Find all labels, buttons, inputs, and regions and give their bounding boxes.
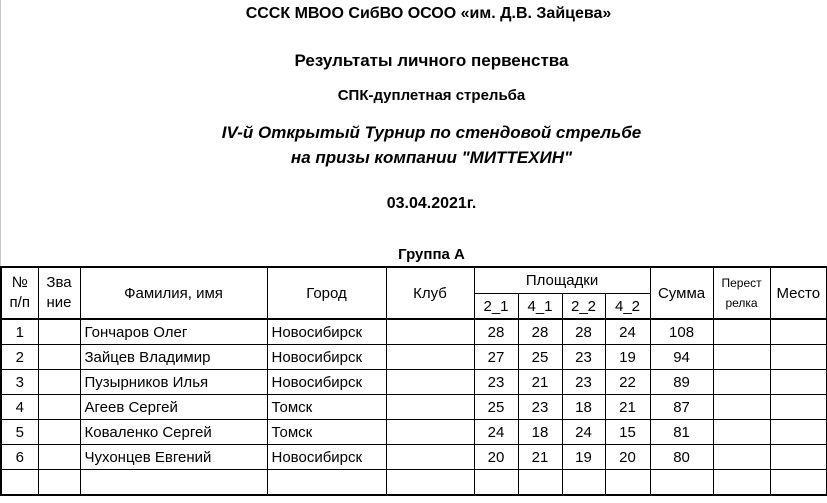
cell-name	[80, 470, 267, 496]
col-name-header: Фамилия, имя	[80, 267, 267, 319]
cell-shootoff	[713, 445, 770, 470]
cell-name: Чухонцев Евгений	[80, 445, 267, 470]
cell-station: 19	[605, 345, 650, 370]
cell-place	[770, 319, 827, 345]
cell-station: 19	[562, 445, 605, 470]
table-row	[1, 445, 827, 470]
station-header: 4_2	[605, 294, 650, 320]
cell-club	[386, 420, 474, 445]
cell-place	[770, 345, 827, 370]
cell-number: 5	[1, 420, 38, 445]
col-number-label-1: №	[11, 274, 28, 291]
discipline-subtitle: СПК-дуплетная стрельба	[337, 87, 526, 104]
cell-sum: 94	[650, 345, 713, 370]
cell-station: 24	[562, 420, 605, 445]
col-city-header: Город	[267, 267, 386, 319]
cell-rank	[38, 370, 80, 395]
table-row	[1, 345, 827, 370]
table-row	[1, 370, 827, 395]
cell-name: Гончаров Олег	[80, 319, 267, 345]
cell-club	[386, 445, 474, 470]
cell-rank	[38, 445, 80, 470]
organization-name: СССК МВОО СибВО ОСОО «им. Д.В. Зайцева»	[245, 5, 612, 22]
event-date: 03.04.2021г.	[386, 195, 477, 212]
station-header: 2_2	[562, 294, 605, 320]
cell-station: 23	[518, 395, 562, 420]
cell-station: 25	[518, 345, 562, 370]
cell-station	[474, 470, 518, 496]
cell-number: 1	[1, 319, 38, 345]
cell-club	[386, 370, 474, 395]
cell-place	[770, 445, 827, 470]
table-row	[1, 470, 827, 496]
event-name-line2: на призы компании "МИТТЕХИН"	[290, 148, 573, 167]
cell-station: 21	[605, 395, 650, 420]
cell-number	[1, 470, 38, 496]
cell-name: Коваленко Сергей	[80, 420, 267, 445]
cell-station: 22	[605, 370, 650, 395]
col-number-header	[1, 267, 38, 319]
cell-station: 18	[518, 420, 562, 445]
table-row	[1, 395, 827, 420]
station-header: 2_1	[474, 294, 518, 320]
cell-station	[605, 470, 650, 496]
cell-station: 21	[518, 445, 562, 470]
cell-station: 23	[562, 370, 605, 395]
table-header	[1, 267, 827, 319]
cell-shootoff	[713, 395, 770, 420]
cell-rank	[38, 345, 80, 370]
cell-sum	[650, 470, 713, 496]
col-rank-header	[38, 267, 80, 319]
table-row	[1, 319, 827, 345]
cell-city	[267, 470, 386, 496]
cell-shootoff	[713, 470, 770, 496]
cell-sum: 108	[650, 319, 713, 345]
cell-number: 4	[1, 395, 38, 420]
cell-rank	[38, 420, 80, 445]
cell-sum: 87	[650, 395, 713, 420]
cell-shootoff	[713, 319, 770, 345]
event-name-line1: IV-й Открытый Турнир по стендовой стрельбе	[221, 123, 642, 142]
cell-shootoff	[713, 370, 770, 395]
cell-station: 23	[562, 345, 605, 370]
col-shootoff-label-1: Перест	[721, 276, 762, 290]
cell-place	[770, 470, 827, 496]
station-header: 4_1	[518, 294, 562, 320]
col-rank-label-2: ние	[46, 294, 72, 311]
cell-club	[386, 345, 474, 370]
cell-city: Новосибирск	[267, 345, 386, 370]
cell-city: Новосибирск	[267, 370, 386, 395]
cell-place	[770, 370, 827, 395]
cell-station: 24	[474, 420, 518, 445]
cell-sum: 80	[650, 445, 713, 470]
cell-number: 2	[1, 345, 38, 370]
cell-rank	[38, 395, 80, 420]
cell-station: 24	[605, 319, 650, 345]
cell-city: Новосибирск	[267, 445, 386, 470]
col-stations-header: Площадки	[474, 267, 650, 294]
cell-name: Агеев Сергей	[80, 395, 267, 420]
cell-place	[770, 395, 827, 420]
cell-station: 28	[562, 319, 605, 345]
col-shootoff-label-2: релка	[725, 296, 758, 310]
cell-shootoff	[713, 420, 770, 445]
cell-station: 28	[518, 319, 562, 345]
col-sum-header: Сумма	[650, 267, 713, 319]
cell-number: 6	[1, 445, 38, 470]
cell-name: Пузырников Илья	[80, 370, 267, 395]
cell-club	[386, 319, 474, 345]
cell-place	[770, 420, 827, 445]
cell-shootoff	[713, 345, 770, 370]
cell-station: 20	[605, 445, 650, 470]
cell-rank	[38, 319, 80, 345]
table-row	[1, 420, 827, 445]
cell-city: Томск	[267, 395, 386, 420]
cell-city: Новосибирск	[267, 319, 386, 345]
cell-station: 25	[474, 395, 518, 420]
col-rank-label-1: Зва	[46, 274, 72, 291]
cell-rank	[38, 470, 80, 496]
cell-station	[562, 470, 605, 496]
col-place-header: Место	[770, 267, 827, 319]
cell-number: 3	[1, 370, 38, 395]
cell-sum: 89	[650, 370, 713, 395]
cell-station: 18	[562, 395, 605, 420]
col-club-header: Клуб	[386, 267, 474, 319]
cell-station: 27	[474, 345, 518, 370]
cell-station: 15	[605, 420, 650, 445]
cell-station	[518, 470, 562, 496]
col-shootoff-header	[713, 267, 770, 319]
cell-station: 21	[518, 370, 562, 395]
cell-station: 20	[474, 445, 518, 470]
cell-club	[386, 395, 474, 420]
results-table	[0, 266, 827, 496]
col-number-label-2: п/п	[9, 294, 30, 311]
cell-name: Зайцев Владимир	[80, 345, 267, 370]
group-label: Группа А	[398, 246, 465, 263]
cell-club	[386, 470, 474, 496]
cell-station: 28	[474, 319, 518, 345]
cell-sum: 81	[650, 420, 713, 445]
page-title: Результаты личного первенства	[294, 51, 569, 70]
cell-station: 23	[474, 370, 518, 395]
cell-city: Томск	[267, 420, 386, 445]
